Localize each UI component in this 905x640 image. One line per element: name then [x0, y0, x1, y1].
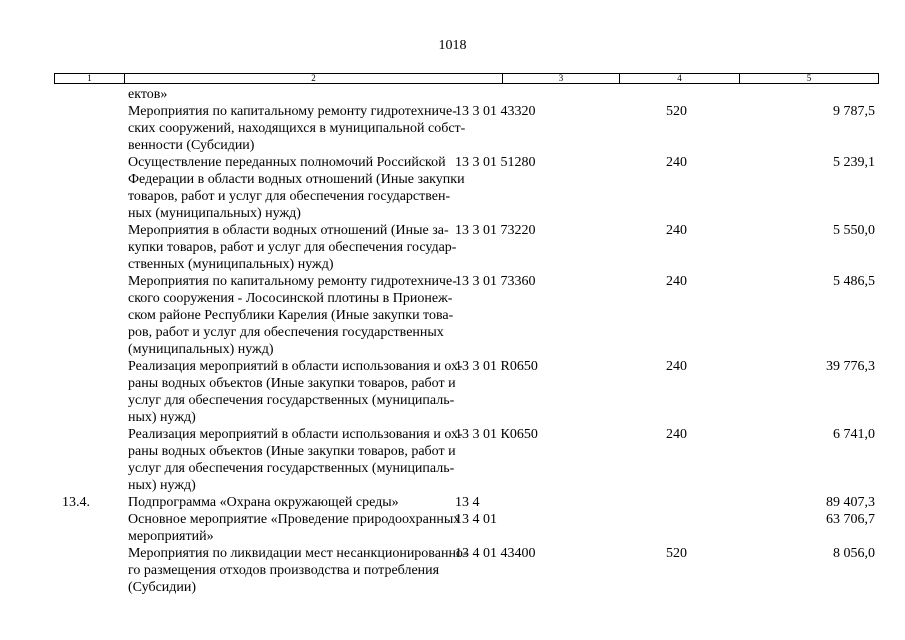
- description-line: раны водных объектов (Иные закупки товаров, работ и: [128, 444, 456, 459]
- table-row: [0, 222, 905, 273]
- table-row: [0, 86, 905, 103]
- description-line: услуг для обеспечения государственных (муниципаль-: [128, 393, 455, 408]
- table-row: [0, 273, 905, 358]
- row-code: 13 4 01 43400: [455, 546, 536, 561]
- row-description: [74, 358, 463, 426]
- header-col-1: 1: [87, 73, 92, 83]
- table-row: [0, 426, 905, 494]
- row-number: [0, 222, 74, 273]
- row-number: [0, 86, 74, 103]
- description-line: товаров, работ и услуг для обеспечения государствен-: [128, 189, 451, 204]
- row-code: 13 3 01 R0650: [455, 359, 538, 374]
- row-description: [74, 494, 455, 511]
- table-row: [0, 494, 905, 511]
- description-line: Мероприятия по капитальному ремонту гидротехниче-: [128, 274, 457, 289]
- description-line: венности (Субсидии): [128, 138, 255, 153]
- header-col-2: 2: [124, 74, 502, 83]
- row-amount: [687, 86, 875, 103]
- table-row: [0, 511, 905, 545]
- row-number: [0, 511, 74, 545]
- description-line: ных) нужд): [128, 410, 196, 425]
- table-row: [0, 358, 905, 426]
- table-row: [0, 545, 905, 596]
- row-description: [74, 273, 455, 358]
- row-expense-type: 240: [666, 274, 687, 289]
- row-expense-type: 240: [666, 155, 687, 170]
- row-amount: 5 486,5: [833, 274, 875, 289]
- row-description: [74, 426, 463, 494]
- row-number: [0, 426, 74, 494]
- row-number: [0, 103, 74, 154]
- description-line: мероприятий»: [128, 529, 214, 544]
- description-line: ров, работ и услуг для обеспечения государственных: [128, 325, 444, 340]
- header-col-4: 4: [619, 74, 739, 83]
- description-line: Подпрограмма «Охрана окружающей среды»: [128, 495, 399, 510]
- row-description: [74, 545, 468, 596]
- row-code: 13 4 01: [455, 512, 497, 527]
- description-line: ского сооружения - Лососинской плотины в Прионеж-: [128, 291, 453, 306]
- header-col-5: 5: [739, 74, 878, 83]
- row-amount: 9 787,5: [833, 104, 875, 119]
- row-code: [455, 86, 615, 103]
- description-line: ском районе Республики Карелия (Иные закупки това-: [128, 308, 454, 323]
- row-expense-type: 520: [666, 104, 687, 119]
- row-description: [74, 511, 461, 545]
- table-header: [54, 73, 879, 84]
- table-row: [0, 103, 905, 154]
- row-expense-type: 240: [666, 359, 687, 374]
- row-amount: 39 776,3: [826, 359, 875, 374]
- row-expense-type: [615, 494, 687, 511]
- description-line: Мероприятия в области водных отношений (Иные за-: [128, 223, 449, 238]
- row-number: [0, 154, 74, 222]
- table-body: [0, 86, 905, 596]
- description-line: ских сооружений, находящихся в муниципальной собст-: [128, 121, 466, 136]
- row-expense-type: 240: [666, 427, 687, 442]
- row-description: [74, 222, 455, 273]
- header-col-3: 3: [502, 74, 619, 83]
- description-line: Осуществление переданных полномочий Российской: [128, 155, 446, 170]
- description-line: Мероприятия по капитальному ремонту гидротехниче-: [128, 104, 457, 119]
- page-number: 1018: [438, 38, 467, 53]
- description-line: (муниципальных) нужд): [128, 342, 274, 357]
- row-code: 13 3 01 43320: [455, 104, 536, 119]
- table-row: [0, 154, 905, 222]
- row-code: 13 3 01 К0650: [455, 427, 538, 442]
- row-amount: 5 239,1: [833, 155, 875, 170]
- description-line: (Субсидии): [128, 580, 197, 595]
- row-code: 13 4: [455, 495, 480, 510]
- row-number: [0, 545, 74, 596]
- row-expense-type: 520: [666, 546, 687, 561]
- row-expense-type: 240: [666, 223, 687, 238]
- description-line: ственных (муниципальных) нужд): [128, 257, 334, 272]
- description-line: раны водных объектов (Иные закупки товаров, работ и: [128, 376, 456, 391]
- row-code: 13 3 01 73360: [455, 274, 536, 289]
- row-expense-type: [615, 86, 687, 103]
- description-line: Федерации в области водных отношений (Иные закупки: [128, 172, 465, 187]
- row-description: [74, 103, 466, 154]
- row-amount: 5 550,0: [833, 223, 875, 238]
- row-description: [74, 154, 465, 222]
- row-amount: 63 706,7: [826, 512, 875, 527]
- description-line: ных) нужд): [128, 478, 196, 493]
- row-amount: 89 407,3: [826, 495, 875, 510]
- row-expense-type: [615, 511, 687, 545]
- description-line: услуг для обеспечения государственных (муниципаль-: [128, 461, 455, 476]
- row-number: [0, 358, 74, 426]
- description-line: Реализация мероприятий в области использования и ох-: [128, 427, 463, 442]
- row-number: 13.4.: [62, 495, 90, 510]
- description-line: Основное мероприятие «Проведение природоохранных: [128, 512, 461, 527]
- description-line: ных (муниципальных) нужд): [128, 206, 301, 221]
- row-number: [0, 273, 74, 358]
- row-amount: 8 056,0: [833, 546, 875, 561]
- row-description: [74, 86, 455, 103]
- description-line: ектов»: [128, 87, 168, 102]
- description-line: го размещения отходов производства и потребления: [128, 563, 440, 578]
- row-code: 13 3 01 73220: [455, 223, 536, 238]
- row-amount: 6 741,0: [833, 427, 875, 442]
- description-line: Реализация мероприятий в области использования и ох-: [128, 359, 463, 374]
- row-code: 13 3 01 51280: [455, 155, 536, 170]
- description-line: Мероприятия по ликвидации мест несанкционированно-: [128, 546, 468, 561]
- description-line: купки товаров, работ и услуг для обеспечения государ-: [128, 240, 457, 255]
